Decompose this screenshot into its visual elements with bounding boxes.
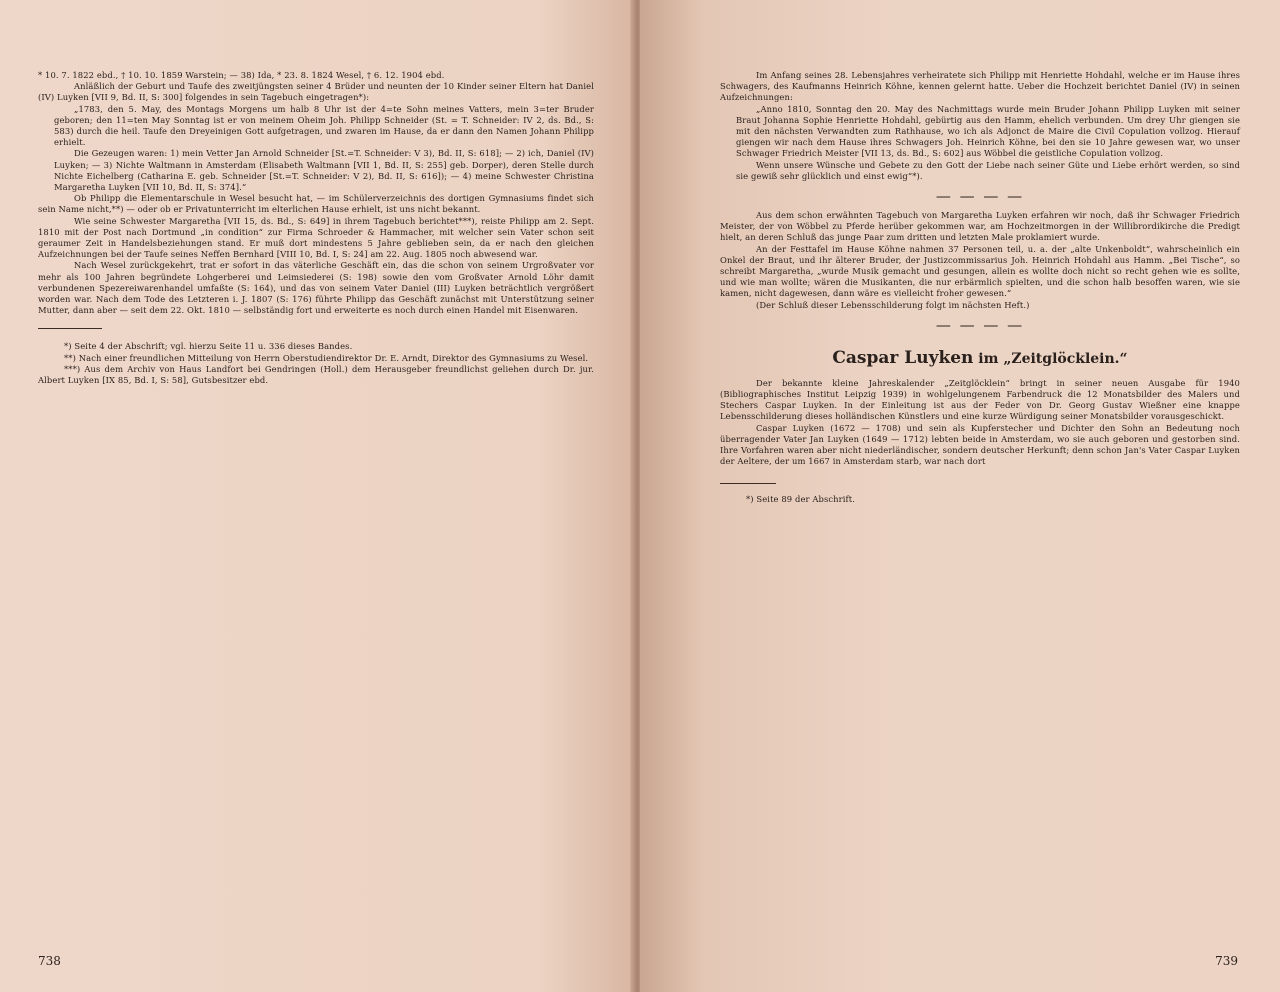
footnote: *) Seite 89 der Abschrift. — [746, 494, 855, 505]
paragraph: Im Anfang seines 28. Lebensjahres verheiratete sich Philipp mit Henriette Hohdahl, welche er im Hause ihres Schwagers, des Kaufmanns Heinrich Köhne, kennen gelernt hatte. Ueber die Hochzeit berichtet Daniel (IV) in seinen Aufzeichnungen: — [720, 70, 1240, 103]
article-title-sub: „Zeitglöcklein.“ — [1003, 350, 1128, 367]
paragraph: (Der Schluß dieser Lebensschilderung folgt im nächsten Heft.) — [756, 299, 1030, 310]
right-footnotes — [720, 483, 1240, 505]
footnote-rule — [38, 328, 102, 329]
page-number-left: 738 — [38, 954, 61, 968]
section-separator: — — — — — [935, 315, 1025, 334]
paragraph: Der bekannte kleine Jahreskalender „Zeitglöcklein“ bringt in seiner neuen Ausgabe für 1940 (Bibliographisches Institut Leipzig 1939) in wohlgelungenem Farbendruck die 12 Monatsbilder des Malers und Stechers Caspar Luyken. In der Einleitung ist aus der Feder von Dr. Georg Gustav Wießner eine knappe Lebensschilderung dieses holländischen Künstlers und eine kurze Würdigung seiner Monatsbilder vorausgeschickt. — [720, 377, 1240, 422]
footnote: ***) Aus dem Archiv von Haus Landfort bei Gendringen (Holl.) dem Herausgeber freundlichst geliehen durch Dr. jur. Albert Luyken [IX 85, Bd. I, S: 58], Gutsbesitzer ebd. — [38, 363, 594, 386]
right-body-mid — [720, 210, 1240, 311]
article-title-im: im — [973, 350, 1004, 367]
left-footnotes — [38, 341, 594, 386]
right-page — [640, 0, 1280, 992]
left-body — [38, 70, 594, 316]
quoted-paragraph: „1783, den 5. May, des Montags Morgens um halb 8 Uhr ist der 4=te Sohn meines Vatters, mein 3=ter Bruder geboren; den 11=ten May Sonntag ist er von meinem Oheim Joh. Philipp Schneider (St. = T. Schneider: IV 2, ds. Bd., S: 583) durch die heil. Taufe den Dreyeinigen Gott aufgetragen, und zwaren im Hause, da er dann den Namen Johann Philipp erhielt. — [54, 103, 594, 148]
paragraph: * 10. 7. 1822 ebd., † 10. 10. 1859 Warstein; — 38) Ida, * 23. 8. 1824 Wesel, † 6. 12. 1904 ebd. — [38, 70, 445, 80]
paragraph: Anläßlich der Geburt und Taufe des zweitjüngsten seiner 4 Brüder und neunten der 10 Kinder seiner Eltern hat Daniel (IV) Luyken [VII 9, Bd. II, S: 300] folgendes in sein Tagebuch eingetragen*): — [38, 81, 594, 103]
article-heading — [720, 347, 1240, 370]
paragraph: Wie seine Schwester Margaretha [VII 15, ds. Bd., S: 649] in ihrem Tagebuch berichtet***), reiste Philipp am 2. Sept. 1810 mit der Post nach Dortmund „in condition“ zur Firma Schroeder & Hammacher, mit welcher sein Vater schon seit geraumer Zeit in Handelsbeziehungen stand. Er muß dort mindestens 5 Jahre geblieben sein, da er nach den gleichen Aufzeichnungen bei der Taufe seines Neffen Bernhard [VIII 10, Bd. I, S: 24] am 22. Aug. 1805 noch abwesend war. — [38, 215, 594, 260]
section-separator: — — — — — [935, 187, 1025, 206]
footnote: **) Nach einer freundlichen Mitteilung von Herrn Oberstudiendirektor Dr. E. Arndt, Direktor des Gymnasiums zu Wesel. — [64, 352, 589, 363]
quoted-paragraph: „Anno 1810, Sonntag den 20. May des Nachmittags wurde mein Bruder Johann Philipp Luyken mit seiner Braut Johanna Sophie Henriette Hohdahl, gebürtig aus den Hamm, ehelich verbunden. Um drey Uhr giengen sie mit den nächsten Verwandten zum Rathhause, wo ich als Adjonct de Maire die Civil Copulation vollzog. Hierauf giengen wir nach dem Hause ihres Schwagers Joh. Heinrich Köhne, bei den sie 10 Jahre gewesen war, wo unser Schwager Friedrich Meister [VII 13, ds. Bd., S: 602] aus Wöbbel die geistliche Copulation vollzog. — [736, 103, 1240, 159]
paragraph: An der Festtafel im Hause Köhne nahmen 37 Personen teil, u. a. der „alte Unkenboldt“, wahrscheinlich ein Onkel der Braut, und ihr älterer Bruder, der Justizcommissarius Joh. Heinrich Hohdahl aus Hamm. „Bei Tische“, so schreibt Margaretha, „wurde Musik gemacht und gesungen, allein es wollte doch nicht so recht gehen wie es sollte, und wie man wollte; wären die Musikanten, die nur erbärmlich spielten, und die schon halb besoffen waren, wie sie kamen, nicht dagewesen, dann wäre es vielleicht froher gewesen.“ — [720, 243, 1240, 299]
footnote-rule — [720, 483, 776, 484]
quoted-paragraph: Wenn unsere Wünsche und Gebete zu den Gott der Liebe nach seiner Güte und Liebe erhört werden, so sind sie gewiß sehr glücklich und einst ewig“*). — [736, 159, 1240, 181]
paragraph: Caspar Luyken (1672 — 1708) und sein als Kupferstecher und Dichter den Sohn an Bedeutung noch überragender Vater Jan Luyken (1649 — 1712) lebten beide in Amsterdam, wo sie auch geboren und gestorben sind. Ihre Vorfahren waren aber nicht niederländischer, sondern deutscher Herkunft; denn schon Jan's Vater Caspar Luyken der Aeltere, der um 1667 in Amsterdam starb, war nach dort — [720, 422, 1240, 467]
paragraph: Ob Philipp die Elementarschule in Wesel besucht hat, — im Schülerverzeichnis des dortigen Gymnasiums findet sich sein Name nicht,**) — oder ob er Privatunterricht im elterlichen Hause erhielt, ist uns nicht bekannt. — [38, 193, 594, 215]
left-page — [0, 0, 634, 992]
paragraph: Nach Wesel zurückgekehrt, trat er sofort in das väterliche Geschäft ein, das die schon von seinem Urgroßvater vor mehr als 100 Jahren begründete Lohgerberei und Leimsiederei (S: 198) sowie den vom Großvater Arnold Löhr damit verbundenen Spezereiwarenhandel umfaßte (S: 164), und das von seinem Vater Daniel (III) Luyken beträchtlich vergrößert worden war. Nach dem Tode des Letzteren i. J. 1807 (S: 176) führte Philipp das Geschäft zunächst mit Unterstützung seiner Mutter, dann aber — seit dem 22. Okt. 1810 — selbständig fort und erweiterte es noch durch einen Handel mit Eisenwaren. — [38, 260, 594, 316]
footnote: *) Seite 4 der Abschrift; vgl. hierzu Seite 11 u. 336 dieses Bandes. — [64, 341, 353, 352]
paragraph: Aus dem schon erwähnten Tagebuch von Margaretha Luyken erfahren wir noch, daß ihr Schwager Friedrich Meister, der von Wöbbel zu Pferde herüber gekommen war, am Hochzeitmorgen in der Willibrordikirche die Predigt hielt, an deren Schluß das junge Paar zum dritten und letzten Male proklamiert wurde. — [720, 210, 1240, 243]
quoted-paragraph: Die Gezeugen waren: 1) mein Vetter Jan Arnold Schneider [St.=T. Schneider: V 3), Bd. II, S: 618]; — 2) ich, Daniel (IV) Luyken; — 3) Nichte Waltmann in Amsterdam (Elisabeth Waltmann [VII 1, Bd. II, S: 255] geb. Dorper), deren Stelle durch Nichte Eichelberg (Catharina E. geb. Schneider [St.=T. Schneider: V 2), Bd. II, S: 616]); — 4) meine Schwester Christina Margaretha Luyken [VII 10, Bd. II, S: 374].“ — [54, 148, 594, 193]
right-body-before — [720, 70, 1240, 182]
right-body-after — [720, 378, 1240, 468]
article-title-main: Caspar Luyken — [832, 347, 974, 368]
page-number-right: 739 — [1215, 954, 1238, 968]
